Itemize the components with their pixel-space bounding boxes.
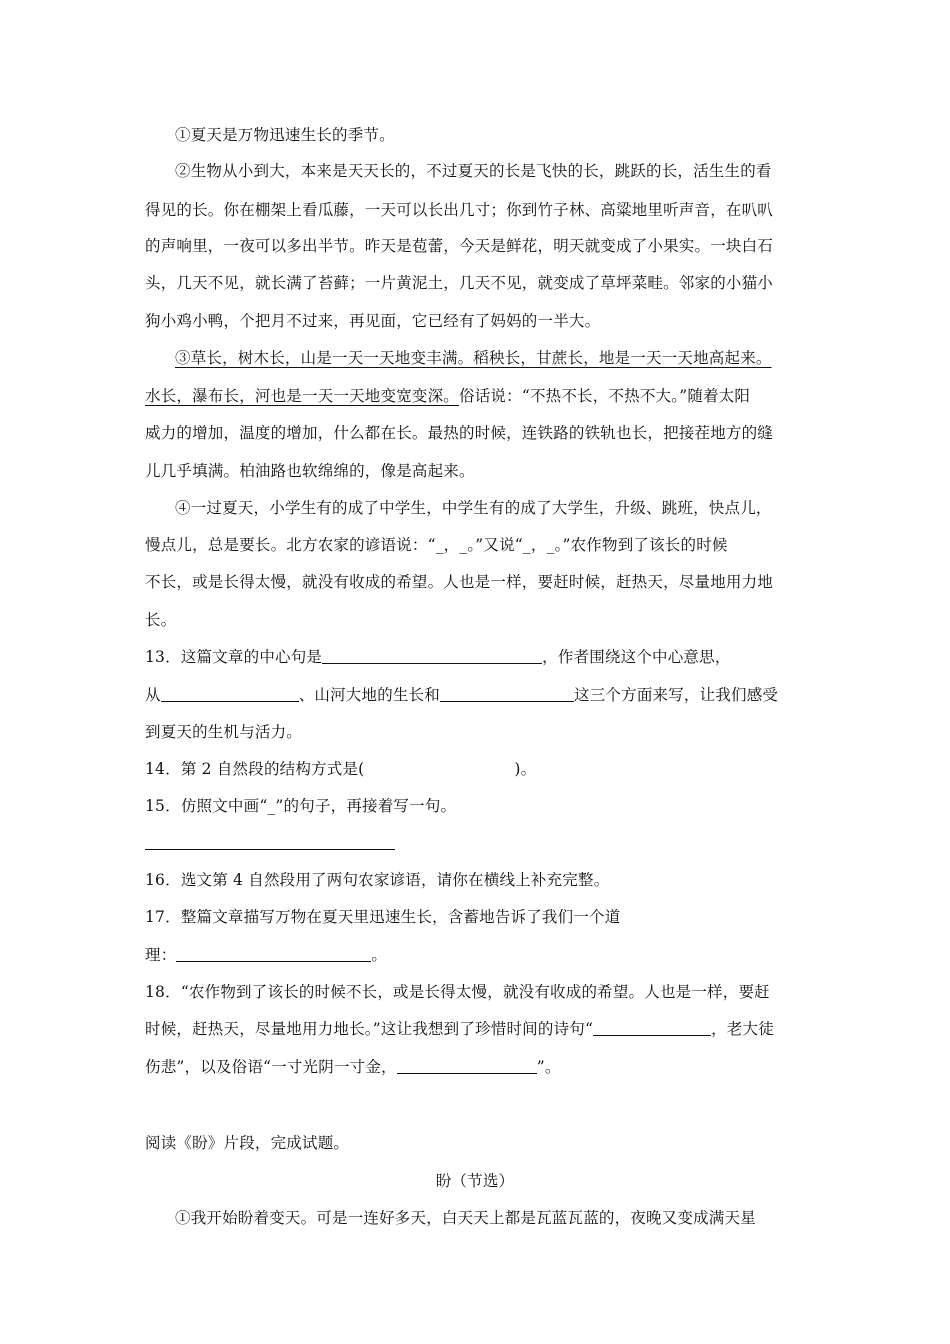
answer-blank[interactable] (176, 945, 371, 962)
question-17-line (145, 943, 387, 967)
answer-blank[interactable] (440, 685, 574, 702)
q13-text: 13．这篇文章的中心句是 (145, 648, 323, 666)
paragraph-2-line: 狗小鸡小鸭，个把月不过来，再见面，它已经有了妈妈的一半大。 (145, 312, 601, 330)
paragraph-2-line: 头，几天不见，就长满了苔藓；一片黄泥土，几天不见，就变成了草坪菜畦。邻家的小猫小 (145, 274, 774, 292)
q14-text: 14．第 2 自然段的结构方式是( (145, 760, 365, 778)
question-17-line: 17．整篇文章描写万物在夏天里迅速生长，含蓄地告诉了我们一个道 (145, 908, 621, 926)
question-18-line (145, 1055, 561, 1079)
reading-paragraph-1: ①我开始盼着变天。可是一连好多天，白天天上都是瓦蓝瓦蓝的，夜晚又变成满天星 (175, 1209, 756, 1227)
answer-blank[interactable] (593, 1019, 711, 1036)
q14-text: )。 (514, 760, 537, 778)
paragraph-3-underlined-line: ③草长，树木长，山是一天一天地变丰满。稻秧长，甘蔗长，地是一天一天地高起来。 (175, 349, 772, 367)
q13-text: 、山河大地的生长和 (298, 686, 441, 704)
question-13-line (145, 645, 731, 669)
q18-text: ”。 (536, 1058, 561, 1076)
question-14 (145, 757, 536, 781)
paragraph-4-line: 不长，或是长得太慢，就没有收成的希望。人也是一样，要赶时候，赶热天，尽量地用力地 (145, 573, 774, 591)
paragraph-4-line: 长。 (145, 611, 177, 629)
answer-line[interactable] (145, 849, 395, 850)
reading-intro: 阅读《盼》片段，完成试题。 (145, 1134, 350, 1152)
paragraph-4-line: ④一过夏天，小学生有的成了中学生，中学生有的成了大学生，升级、跳班，快点儿， (175, 499, 772, 517)
paragraph-3-line: 儿几乎填满。柏油路也软绵绵的，像是高起来。 (145, 462, 475, 480)
q18-text: 时候，赶热天，尽量地用力地长。”这让我想到了珍惜时间的诗句“ (145, 1020, 594, 1038)
question-18-line (145, 1017, 774, 1041)
paragraph-1: ①夏天是万物迅速生长的季节。 (175, 126, 395, 144)
q13-text: 这三个方面来写，让我们感受 (574, 686, 779, 704)
paragraph-2-line: 的声响里，一夜可以多出半节。昨天是苞蕾，今天是鲜花，明天就变成了小果实。一块白石 (145, 237, 774, 255)
answer-blank[interactable] (161, 685, 299, 702)
paragraph-2-line: ②生物从小到大，本来是天天长的，不过夏天的长是飞快的长，跳跃的长，活生生的看 (175, 162, 772, 180)
q13-text: ，作者围绕这个中心意思， (542, 648, 731, 666)
question-13-line: 到夏天的生机与活力。 (145, 723, 303, 741)
paragraph-2-line: 得见的长。你在棚架上看瓜藤，一天可以长出几寸；你到竹子林、高粱地里听声音，在叭叭 (145, 201, 774, 219)
question-16: 16．选文第 4 自然段用了两句农家谚语，请你在横线上补充完整。 (145, 871, 610, 889)
q18-text: 伤悲”，以及俗语“一寸光阴一寸金， (145, 1058, 397, 1076)
underlined-sentence: 水长，瀑布长，河也是一天一天地变宽变深。 (145, 387, 460, 405)
answer-blank[interactable] (397, 1057, 537, 1074)
paragraph-3-text: 俗话说：“不热不长，不热不大。”随着太阳 (459, 387, 751, 405)
q17-text: 。 (371, 946, 388, 964)
q13-text: 从 (145, 686, 161, 704)
answer-blank[interactable] (322, 647, 542, 664)
paragraph-3-line: 威力的增加，温度的增加，什么都在长。最热的时候，连铁路的铁轨也长，把接茬地方的缝 (145, 424, 774, 442)
reading-title: 盼（节选） (435, 1172, 515, 1190)
q17-text: 理： (145, 946, 177, 964)
paragraph-4-line: 慢点儿，总是要长。北方农家的谚语说：“_，_。”又说“_，_。”农作物到了该长的时候 (145, 536, 728, 554)
question-15: 15．仿照文中画“_”的句子，再接着写一句。 (145, 797, 457, 815)
question-18-line: 18．“农作物到了该长的时候不长，或是长得太慢，就没有收成的希望。人也是一样，要赶 (145, 983, 770, 1001)
question-13-line (145, 683, 778, 707)
paragraph-3-line (145, 384, 750, 408)
q18-text: ，老大徒 (711, 1020, 774, 1038)
